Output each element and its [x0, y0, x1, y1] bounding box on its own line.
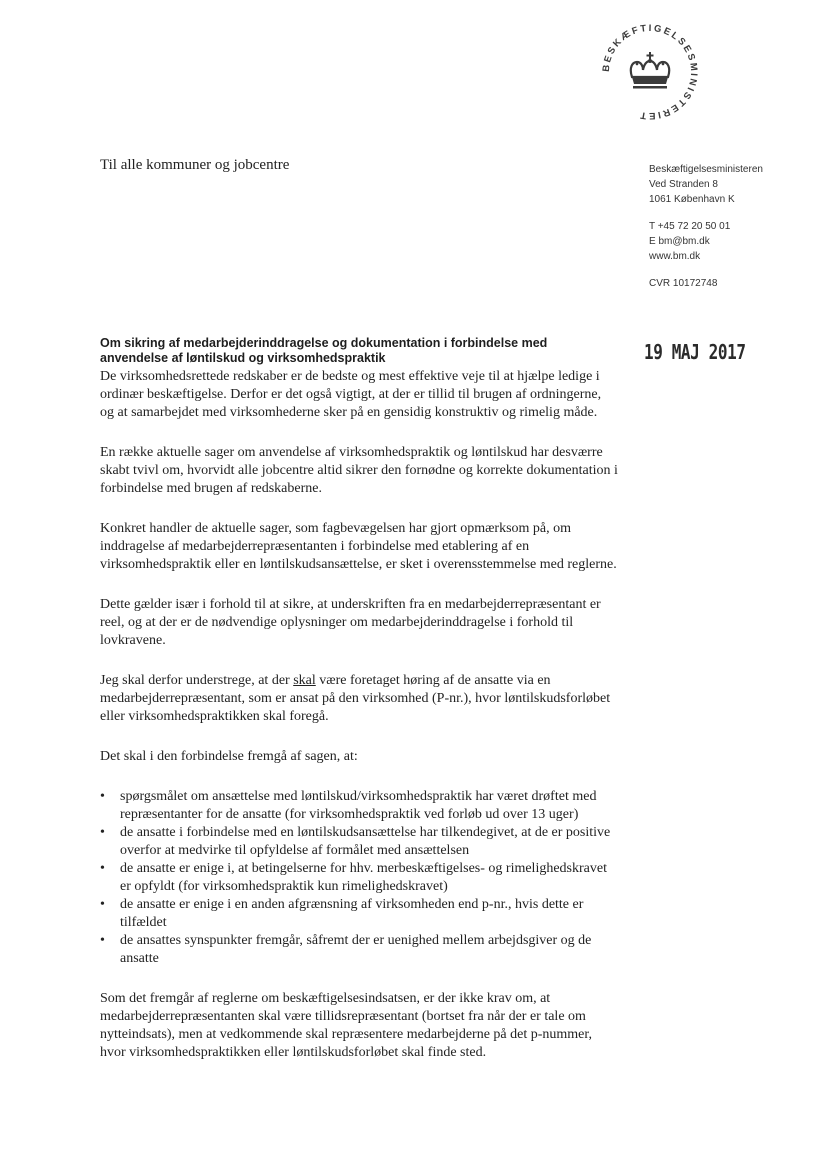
paragraph-7: Som det fremgår af reglerne om beskæftigelsesindsatsen, er der ikke krav om, at medarbejderrepræsentanten skal være tillidsrepræsentant (bortset fra når der er tale om nytteindsats), men at vedkommende skal repræsentere medarbejderne på det p-nummer, hvor virksomhedspraktikken eller løntilskudsforløbet skal finde sted.: [100, 991, 592, 1060]
list-item: [100, 932, 618, 968]
letter-subject: Om sikring af medarbejderinddragelse og dokumentation i forbindelse med anvendelse af løntilskud og virksomhedspraktik: [100, 336, 548, 365]
sender-street: Ved Stranden 8: [649, 179, 718, 190]
ministry-seal: [596, 18, 704, 126]
sender-phone: T +45 72 20 50 01: [649, 221, 731, 232]
bullet-icon: •: [100, 825, 105, 840]
bullet-icon: •: [100, 789, 105, 804]
bullet-icon: •: [100, 897, 105, 912]
paragraph-6: Det skal i den forbindelse fremgå af sagen, at:: [100, 749, 358, 764]
list-item: [100, 788, 618, 824]
list-item-text: spørgsmålet om ansættelse med løntilskud/virksomhedspraktik har været drøftet med repræsentanter for de ansatte (for virksomhedspraktik ved forløb ud over 13 uger): [120, 789, 597, 822]
paragraph-3: Konkret handler de aktuelle sager, som fagbevægelsen har gjort opmærksom på, om inddragelse af medarbejderrepræsentanten i forbindelse med etablering af en virksomhedspraktik eller en løntilskudsansættelse, er sket i overensstemmelse med reglerne.: [100, 521, 617, 572]
list-item: [100, 824, 618, 860]
svg-text:BESKÆFTIGELSESMINISTERIET: [601, 23, 699, 121]
list-item-text: de ansatte er enige i en anden afgrænsning af virksomheden end p-nr., hvis dette er tilfældet: [120, 897, 584, 930]
letter-body: [100, 336, 618, 1084]
sender-city: 1061 København K: [649, 194, 735, 205]
sender-cvr: CVR 10172748: [649, 278, 718, 289]
bullet-icon: •: [100, 861, 105, 876]
list-item-text: de ansatte i forbindelse med en løntilskudsansættelse har tilkendegivet, at de er positive overfor at medvirke til opfyldelse af formålet med ansættelsen: [120, 825, 611, 858]
paragraph-5-rest: være foretaget høring af de ansatte via en medarbejderrepræsentant, som er ansat på den virksomhed (P-nr.), hvor løntilskudsforløbet eller virksomhedspraktikken skal foregå.: [100, 673, 611, 724]
sender-email: E bm@bm.dk: [649, 236, 710, 247]
requirements-list: [100, 788, 618, 968]
paragraph-5-lead: Jeg skal derfor understrege, at der: [100, 673, 294, 688]
list-item-text: de ansatte er enige i, at betingelserne for hhv. merbeskæftigelses- og rimelighedskravet er opfyldt (for virksomhedspraktik kun rimelighedskravet): [120, 861, 607, 894]
sender-name: Beskæftigelsesministeren: [649, 164, 763, 175]
ministry-logo: [596, 18, 704, 126]
list-item: [100, 896, 618, 932]
ministry-seal-text: BESKÆFTIGELSESMINISTERIET: [600, 22, 700, 122]
crown-icon: [631, 52, 669, 89]
date-stamp: 19 MAJ 2017: [644, 340, 746, 364]
sender-address-block: [649, 162, 819, 303]
list-item: [100, 860, 618, 896]
paragraph-1: De virksomhedsrettede redskaber er de bedste og mest effektive veje til at hjælpe ledige i ordinær beskæftigelse. Derfor er det også vigtigt, at der er tillid til brugen af ordningerne, og at samarbejdet med virksomhederne sker på en gensidig konstruktiv og rimelig måde.: [100, 369, 602, 420]
recipient-line: Til alle kommuner og jobcentre: [100, 157, 290, 173]
sender-address: [649, 162, 819, 207]
paragraph-4: Dette gælder især i forhold til at sikre, at underskriften fra en medarbejderrepræsentant er reel, og at der er de nødvendige oplysninger om medarbejderinddragelse i forhold til lovkravene.: [100, 597, 601, 648]
list-item-text: de ansattes synspunkter fremgår, såfremt der er uenighed mellem arbejdsgiver og de ansatte: [120, 933, 592, 966]
sender-web: www.bm.dk: [649, 251, 701, 262]
sender-registration: [649, 276, 819, 291]
emphasis-skal: skal: [293, 673, 316, 688]
paragraph-2: En række aktuelle sager om anvendelse af virksomhedspraktik og løntilskud har desværre skabt tvivl om, hvorvidt alle jobcentre altid sikrer den fornødne og korrekte dokumentation i forbindelse med brugen af redskaberne.: [100, 445, 618, 496]
bullet-icon: •: [100, 933, 105, 948]
sender-contact: [649, 219, 819, 264]
paragraph-5: [100, 672, 618, 726]
